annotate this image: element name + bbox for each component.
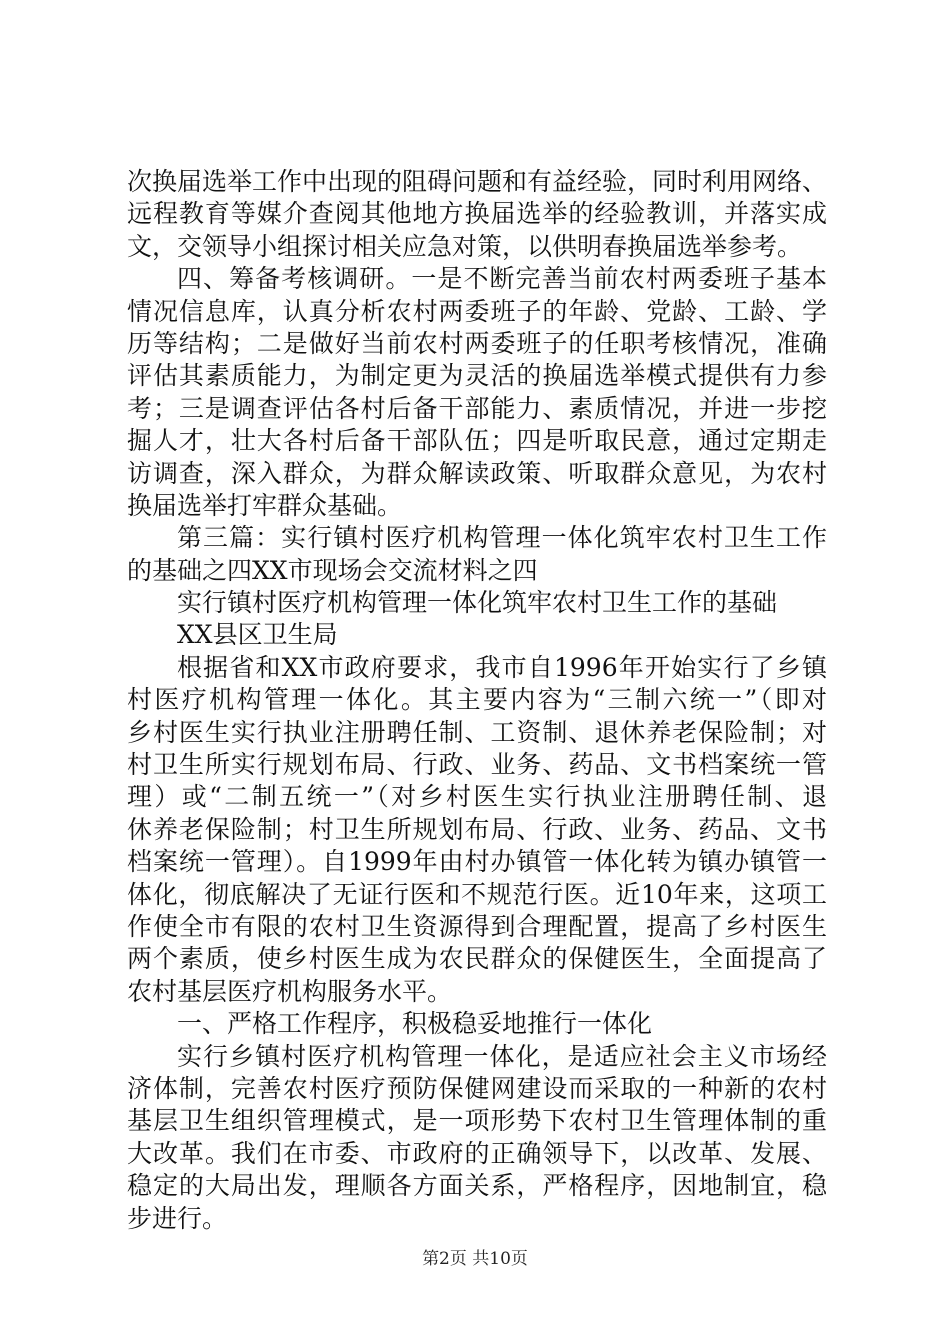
text-line: 档案统一管理）。自1999年由村办镇管一体化转为镇办镇管一 (127, 847, 827, 877)
text-line: 理）或“二制五统一”（对乡村医生实行执业注册聘任制、退 (127, 782, 827, 812)
text-line: 四、筹备考核调研。一是不断完善当前农村两委班子基本 (177, 264, 827, 294)
text-line: 两个素质，使乡村医生成为农民群众的保健医生，全面提高了 (127, 944, 827, 974)
text-line: 基层卫生组织管理模式，是一项形势下农村卫生管理体制的重 (127, 1106, 827, 1136)
text-line: 访调查，深入群众，为群众解读政策、听取群众意见，为农村 (127, 458, 827, 488)
text-line: 的基础之四XX市现场会交流材料之四 (127, 555, 538, 585)
text-line: 济体制，完善农村医疗预防保健网建设而采取的一种新的农村 (127, 1073, 827, 1103)
text-line: 稳定的大局出发，理顺各方面关系，严格程序，因地制宜，稳 (127, 1171, 827, 1201)
text-line: 掘人才，壮大各村后备干部队伍；四是听取民意，通过定期走 (127, 426, 827, 456)
text-line: 一、严格工作程序，积极稳妥地推行一体化 (177, 1009, 653, 1039)
text-line: 评估其素质能力，为制定更为灵活的换届选举模式提供有力参 (127, 361, 827, 391)
text-line: 作使全市有限的农村卫生资源得到合理配置，提高了乡村医生 (127, 911, 827, 941)
text-line: 农村基层医疗机构服务水平。 (127, 976, 453, 1006)
text-line: 体化，彻底解决了无证行医和不规范行医。近10年来，这项工 (127, 879, 827, 909)
page-footer: 第2页 共10页 (422, 1249, 528, 1269)
text-line: 实行镇村医疗机构管理一体化筑牢农村卫生工作的基础 (177, 588, 778, 618)
text-line: 实行乡镇村医疗机构管理一体化，是适应社会主义市场经 (177, 1041, 827, 1071)
text-line: 村医疗机构管理一体化。其主要内容为“三制六统一”（即对 (127, 685, 827, 715)
text-line: XX县区卫生局 (177, 620, 338, 650)
text-line: 大改革。我们在市委、市政府的正确领导下，以改革、发展、 (127, 1138, 827, 1168)
text-line: 情况信息库，认真分析农村两委班子的年龄、党龄、工龄、学 (127, 296, 827, 326)
document-body (127, 166, 827, 1235)
text-line: 次换届选举工作中出现的阻碍问题和有益经验，同时利用网络、 (127, 167, 828, 196)
text-line: 休养老保险制；村卫生所规划布局、行政、业务、药品、文书 (127, 814, 827, 844)
text-line: 步进行。 (127, 1203, 228, 1233)
text-line: 第三篇：实行镇村医疗机构管理一体化筑牢农村卫生工作 (177, 523, 827, 553)
text-line: 远程教育等媒介查阅其他地方换届选举的经验教训，并落实成 (127, 199, 827, 229)
text-line: 考；三是调查评估各村后备干部能力、素质情况，并进一步挖 (127, 393, 827, 423)
text-line: 乡村医生实行执业注册聘任制、工资制、退休养老保险制；对 (127, 717, 827, 747)
text-line: 换届选举打牢群众基础。 (127, 490, 403, 520)
text-line: 历等结构；二是做好当前农村两委班子的任职考核情况，准确 (127, 328, 827, 358)
text-line: 文，交领导小组探讨相关应急对策，以供明春换届选举参考。 (127, 231, 803, 261)
text-line: 根据省和XX市政府要求，我市自1996年开始实行了乡镇 (177, 652, 827, 682)
text-line: 村卫生所实行规划布局、行政、业务、药品、文书档案统一管 (127, 750, 827, 780)
